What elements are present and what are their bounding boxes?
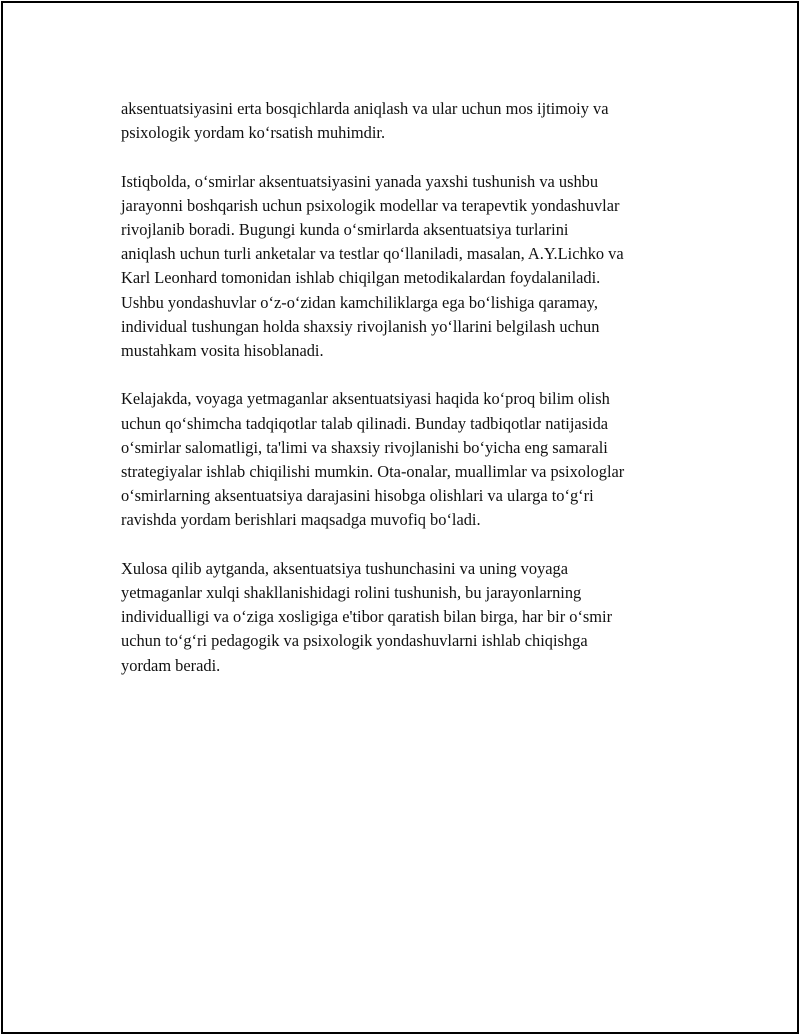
page-frame [1, 1, 799, 1034]
text-line: aksentuatsiyasini erta bosqichlarda aniqlash va ular uchun mos ijtimoiy va [121, 99, 609, 118]
paragraph-1 [121, 97, 713, 145]
text-line: uchun qoʻshimcha tadqiqotlar talab qilinadi. Bunday tadbiqotlar natijasida [121, 413, 609, 433]
text-line: yetmaganlar xulqi shakllanishidagi rolini tushunish, bu jarayonlarning [121, 583, 582, 603]
text-line: strategiyalar ishlab chiqilishi mumkin. Ota-onalar, muallimlar va psixologlar [121, 462, 625, 482]
paragraph-3 [121, 387, 713, 532]
text-line: Ushbu yondashuvlar oʻz-oʻzidan kamchiliklarga ega boʻlishiga qaramay, [121, 292, 598, 312]
text-line: psixologik yordam koʻrsatish muhimdir. [121, 123, 386, 143]
paragraph-4 [121, 557, 713, 678]
text-line: individualligi va oʻziga xosligiga e'tibor qaratish bilan birga, har bir oʻsmir [121, 607, 613, 627]
text-line: Xulosa qilib aytganda, aksentuatsiya tushunchasini va uning voyaga [121, 558, 569, 578]
text-line: Kelajakda, voyaga yetmaganlar aksentuatsiyasi haqida koʻproq bilim olish [121, 389, 610, 409]
text-line: ravishda yordam berishlari maqsadga muvofiq boʻladi. [121, 510, 481, 530]
text-line: oʻsmirlarning aksentuatsiya darajasini hisobga olishlari va ularga toʻgʻri [121, 486, 594, 506]
text-line: uchun toʻgʻri pedagogik va psixologik yondashuvlarni ishlab chiqishga [121, 631, 588, 651]
text-line: rivojlanib boradi. Bugungi kunda oʻsmirlarda aksentuatsiya turlarini [121, 220, 569, 239]
text-line: aniqlash uchun turli anketalar va testlar qoʻllaniladi, masalan, A.Y.Lichko va [121, 244, 624, 264]
text-line: jarayonni boshqarish uchun psixologik modellar va terapevtik yondashuvlar [121, 195, 620, 215]
text-line: Karl Leonhard tomonidan ishlab chiqilgan metodikalardan foydalaniladi. [121, 268, 601, 288]
text-line: Istiqbolda, oʻsmirlar aksentuatsiyasini yanada yaxshi tushunish va ushbu [121, 171, 599, 191]
text-line: individual tushungan holda shaxsiy rivojlanish yoʻllarini belgilash uchun [121, 316, 600, 336]
document-body [121, 97, 713, 702]
paragraph-2 [121, 170, 713, 364]
text-line: yordam beradi. [121, 655, 221, 675]
text-line: mustahkam vosita hisoblanadi. [121, 341, 324, 361]
text-line: oʻsmirlar salomatligi, ta'limi va shaxsiy rivojlanishi boʻyicha eng samarali [121, 437, 608, 457]
